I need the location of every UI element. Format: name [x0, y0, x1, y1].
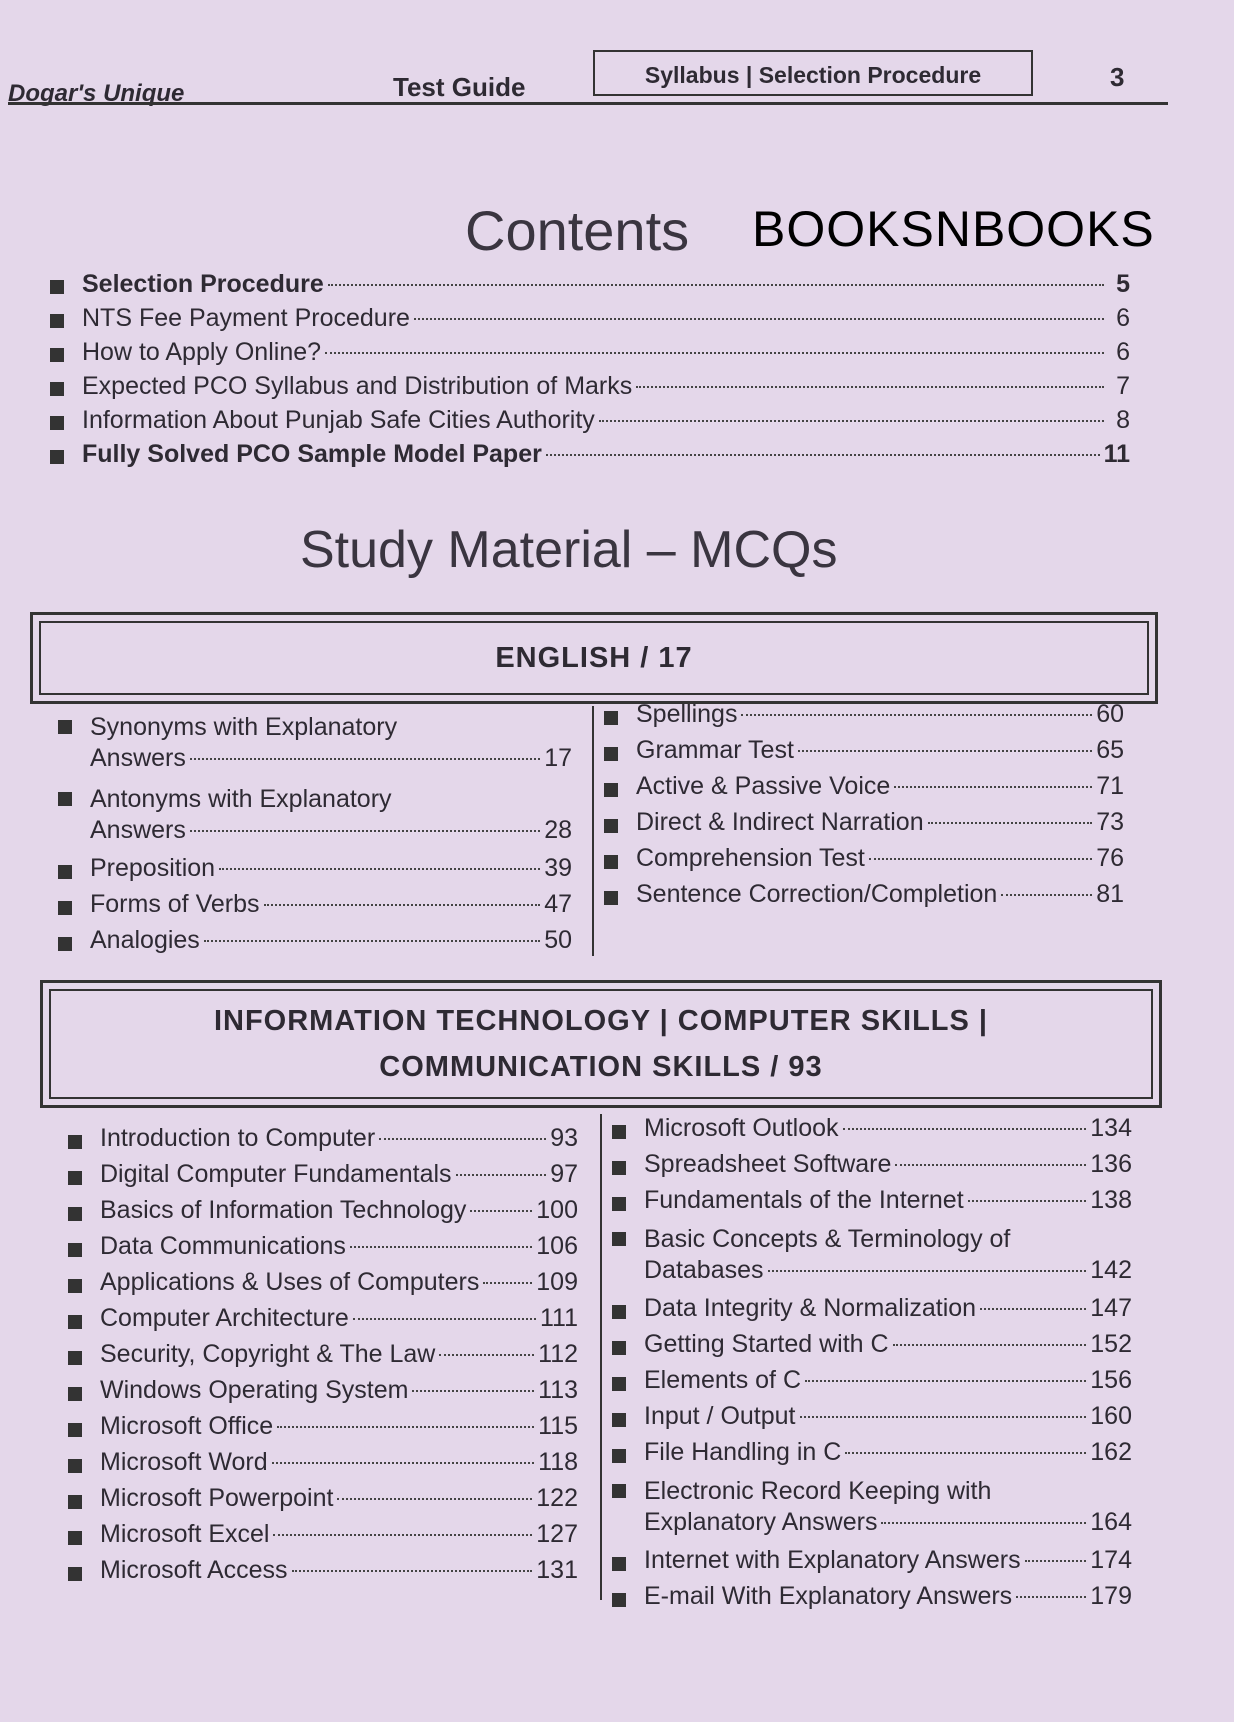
dot-leader — [292, 1570, 533, 1572]
it-item — [68, 1232, 578, 1268]
it-item — [612, 1402, 1132, 1438]
it-item-title: Microsoft Outlook — [644, 1114, 839, 1142]
bullet-square-icon — [68, 1243, 82, 1257]
it-item-title: Spreadsheet Software — [644, 1150, 892, 1178]
it-item-title: Electronic Record Keeping with — [644, 1476, 992, 1505]
english-item — [604, 808, 1124, 844]
dot-leader — [636, 386, 1104, 388]
dot-leader — [1001, 894, 1092, 896]
it-heading-line2: COMMUNICATION SKILLS / 93 — [379, 1051, 823, 1083]
bullet-square-icon — [68, 1279, 82, 1293]
contents-item-title: How to Apply Online? — [82, 338, 322, 366]
english-column-divider — [592, 706, 594, 956]
dot-leader — [980, 1308, 1086, 1310]
it-item-title: Applications & Uses of Computers — [100, 1268, 480, 1296]
dot-leader — [1016, 1596, 1086, 1598]
contents-item-page: 8 — [1116, 406, 1130, 434]
it-item-page: 138 — [1090, 1186, 1132, 1214]
dot-leader — [350, 1246, 532, 1248]
english-item-page: 76 — [1096, 844, 1124, 872]
it-item-page: 162 — [1090, 1438, 1132, 1466]
dot-leader — [379, 1138, 546, 1140]
it-item-page: 164 — [1090, 1508, 1132, 1536]
bullet-square-icon — [612, 1125, 626, 1139]
it-item — [68, 1160, 578, 1196]
bullet-square-icon — [612, 1197, 626, 1211]
dot-leader — [470, 1210, 532, 1212]
it-item-page: 131 — [536, 1556, 578, 1584]
bullet-square-icon — [68, 1387, 82, 1401]
dot-leader — [928, 822, 1093, 824]
dot-leader — [337, 1498, 532, 1500]
dot-leader — [800, 1416, 1087, 1418]
study-material-title: Study Material – MCQs — [300, 521, 838, 579]
bullet-square-icon — [612, 1305, 626, 1319]
contents-item-title: Information About Punjab Safe Cities Authority — [82, 406, 595, 434]
bullet-square-icon — [68, 1171, 82, 1185]
it-item — [612, 1546, 1132, 1582]
bullet-square-icon — [612, 1341, 626, 1355]
contents-item — [50, 406, 1130, 440]
dot-leader — [881, 1522, 1086, 1524]
header-brand: Dogar's Unique — [8, 80, 185, 107]
bullet-square-icon — [68, 1351, 82, 1365]
it-item — [612, 1294, 1132, 1330]
bullet-square-icon — [68, 1135, 82, 1149]
it-item-page: 152 — [1090, 1330, 1132, 1358]
dot-leader — [353, 1318, 536, 1320]
it-item-page: 134 — [1090, 1114, 1132, 1142]
bullet-square-icon — [58, 720, 72, 734]
english-item-page: 81 — [1096, 880, 1124, 908]
bullet-square-icon — [604, 819, 618, 833]
it-item-title: E-mail With Explanatory Answers — [644, 1582, 1013, 1610]
it-item-title-cont: Databases — [644, 1256, 764, 1284]
english-item-page: 60 — [1096, 700, 1124, 728]
it-item-line2 — [612, 1508, 1132, 1542]
it-item — [68, 1268, 578, 1304]
it-item-title: Windows Operating System — [100, 1376, 409, 1404]
it-item-page: 106 — [536, 1232, 578, 1260]
dot-leader — [1025, 1560, 1087, 1562]
bullet-square-icon — [68, 1459, 82, 1473]
dot-leader — [805, 1380, 1086, 1382]
english-item — [58, 890, 572, 926]
dot-leader — [546, 454, 1100, 456]
bullet-square-icon — [604, 711, 618, 725]
dot-leader — [798, 750, 1092, 752]
dot-leader — [483, 1282, 532, 1284]
it-item — [68, 1556, 578, 1592]
header-page-number: 3 — [1110, 62, 1125, 92]
english-item-page: 47 — [544, 890, 572, 918]
english-item — [604, 772, 1124, 808]
it-section-box — [40, 980, 1162, 1108]
english-item — [604, 844, 1124, 880]
it-left-column — [68, 1124, 578, 1592]
it-item-page: 127 — [536, 1520, 578, 1548]
it-item-page: 115 — [538, 1412, 578, 1440]
bullet-square-icon — [50, 416, 64, 430]
it-item-page: 160 — [1090, 1402, 1132, 1430]
english-item-page: 28 — [544, 816, 572, 844]
dot-leader — [277, 1426, 534, 1428]
english-item-page: 17 — [544, 744, 572, 772]
english-item-title: Forms of Verbs — [90, 890, 260, 918]
bullet-square-icon — [50, 280, 64, 294]
bullet-square-icon — [58, 937, 72, 951]
it-item-page: 100 — [536, 1196, 578, 1224]
bullet-square-icon — [604, 783, 618, 797]
dot-leader — [894, 786, 1092, 788]
bullet-square-icon — [604, 855, 618, 869]
english-section-inner — [39, 621, 1149, 695]
bullet-square-icon — [612, 1232, 626, 1246]
english-item-title: Antonyms with Explanatory — [90, 784, 392, 813]
contents-item-title: NTS Fee Payment Procedure — [82, 304, 410, 332]
english-item-page: 65 — [1096, 736, 1124, 764]
contents-item — [50, 372, 1130, 406]
it-item — [612, 1222, 1132, 1290]
dot-leader — [768, 1270, 1087, 1272]
it-item-title: Internet with Explanatory Answers — [644, 1546, 1021, 1574]
bullet-square-icon — [68, 1531, 82, 1545]
it-item-page: 111 — [539, 1304, 578, 1332]
contents-item-page: 7 — [1116, 372, 1130, 400]
english-item — [58, 926, 572, 962]
it-item — [68, 1484, 578, 1520]
it-item-page: 179 — [1090, 1582, 1132, 1610]
dot-leader — [273, 1534, 532, 1536]
it-item — [68, 1376, 578, 1412]
bullet-square-icon — [68, 1207, 82, 1221]
it-item-page: 113 — [538, 1376, 578, 1404]
contents-item-title: Fully Solved PCO Sample Model Paper — [82, 440, 542, 468]
page-header — [8, 50, 1168, 106]
bullet-square-icon — [58, 901, 72, 915]
it-item-page: 136 — [1090, 1150, 1132, 1178]
contents-item — [50, 338, 1130, 372]
it-item-title: Input / Output — [644, 1402, 796, 1430]
english-item — [604, 880, 1124, 916]
english-item-title: Comprehension Test — [636, 844, 865, 872]
it-item — [68, 1520, 578, 1556]
contents-item-title: Selection Procedure — [82, 270, 324, 298]
header-rule — [8, 102, 1168, 105]
english-item-title: Grammar Test — [636, 736, 794, 764]
english-item-title: Spellings — [636, 700, 738, 728]
it-item-title: Basic Concepts & Terminology of — [644, 1224, 1011, 1253]
bullet-square-icon — [50, 382, 64, 396]
english-item — [58, 782, 572, 850]
contents-item — [50, 270, 1130, 304]
it-item-title-cont: Explanatory Answers — [644, 1508, 878, 1536]
bullet-square-icon — [604, 891, 618, 905]
contents-item-page: 6 — [1116, 338, 1130, 366]
dot-leader — [895, 1164, 1086, 1166]
english-item-title: Sentence Correction/Completion — [636, 880, 998, 908]
it-item-page: 174 — [1090, 1546, 1132, 1574]
it-item-title: File Handling in C — [644, 1438, 842, 1466]
bullet-square-icon — [612, 1449, 626, 1463]
english-item-page: 73 — [1096, 808, 1124, 836]
dot-leader — [412, 1390, 534, 1392]
it-item-title: Getting Started with C — [644, 1330, 889, 1358]
dot-leader — [439, 1354, 534, 1356]
english-item-line1 — [58, 710, 572, 744]
watermark-text: BOOKSNBOOKS — [752, 201, 1155, 257]
english-item-page: 71 — [1096, 772, 1124, 800]
it-column-divider — [600, 1114, 602, 1600]
it-item — [68, 1196, 578, 1232]
contents-list — [50, 270, 1130, 474]
it-item-title: Microsoft Office — [100, 1412, 274, 1440]
it-item-page: 112 — [538, 1340, 578, 1368]
contents-title: Contents — [465, 199, 690, 262]
it-item-title: Security, Copyright & The Law — [100, 1340, 436, 1368]
bullet-square-icon — [50, 450, 64, 464]
dot-leader — [204, 940, 540, 942]
english-item-title: Analogies — [90, 926, 200, 954]
it-item — [612, 1474, 1132, 1542]
contents-item-page: 11 — [1103, 440, 1130, 468]
contents-item-page: 5 — [1116, 270, 1130, 298]
it-item — [68, 1340, 578, 1376]
it-item — [612, 1150, 1132, 1186]
bullet-square-icon — [68, 1495, 82, 1509]
english-heading: ENGLISH / 17 — [495, 642, 693, 674]
english-left-column — [58, 710, 572, 962]
it-item-title: Microsoft Access — [100, 1556, 288, 1584]
it-item-title: Microsoft Powerpoint — [100, 1484, 334, 1512]
dot-leader — [325, 352, 1104, 354]
bullet-square-icon — [58, 792, 72, 806]
contents-item-page: 6 — [1116, 304, 1130, 332]
dot-leader — [414, 318, 1104, 320]
it-item-line2 — [612, 1256, 1132, 1290]
it-item-title: Introduction to Computer — [100, 1124, 376, 1152]
it-item-page: 156 — [1090, 1366, 1132, 1394]
dot-leader — [843, 1128, 1087, 1130]
it-item — [68, 1304, 578, 1340]
it-item-title: Elements of C — [644, 1366, 802, 1394]
bullet-square-icon — [68, 1423, 82, 1437]
english-item-page: 39 — [544, 854, 572, 882]
dot-leader — [456, 1174, 547, 1176]
english-item-line1 — [58, 782, 572, 816]
it-item-page: 109 — [536, 1268, 578, 1296]
it-item — [68, 1412, 578, 1448]
it-item-title: Data Integrity & Normalization — [644, 1294, 977, 1322]
bullet-square-icon — [612, 1557, 626, 1571]
it-item — [68, 1448, 578, 1484]
it-right-column — [612, 1114, 1132, 1618]
it-item-page: 97 — [550, 1160, 578, 1188]
it-heading-line1: INFORMATION TECHNOLOGY | COMPUTER SKILLS | — [213, 1005, 989, 1037]
it-item-line1 — [612, 1474, 1132, 1508]
it-item-page: 142 — [1090, 1256, 1132, 1284]
contents-item — [50, 304, 1130, 338]
it-item — [612, 1330, 1132, 1366]
it-item — [612, 1186, 1132, 1222]
it-item-page: 147 — [1090, 1294, 1132, 1322]
bullet-square-icon — [604, 747, 618, 761]
contents-item-title: Expected PCO Syllabus and Distribution of Marks — [82, 372, 633, 400]
bullet-square-icon — [612, 1484, 626, 1498]
bullet-square-icon — [612, 1161, 626, 1175]
dot-leader — [328, 284, 1104, 286]
it-item-page: 122 — [536, 1484, 578, 1512]
it-item-title: Microsoft Word — [100, 1448, 268, 1476]
bullet-square-icon — [50, 348, 64, 362]
english-item — [604, 700, 1124, 736]
english-item-title: Active & Passive Voice — [636, 772, 891, 800]
english-item-title-cont: Answers — [90, 744, 186, 772]
english-item-title: Synonyms with Explanatory — [90, 712, 398, 741]
english-section-box — [30, 612, 1158, 704]
it-item-title: Microsoft Excel — [100, 1520, 270, 1548]
bullet-square-icon — [612, 1593, 626, 1607]
english-item-page: 50 — [544, 926, 572, 954]
bullet-square-icon — [50, 314, 64, 328]
it-item-title: Data Communications — [100, 1232, 346, 1260]
it-item-title: Basics of Information Technology — [100, 1196, 467, 1224]
it-item — [68, 1124, 578, 1160]
dot-leader — [190, 758, 540, 760]
bullet-square-icon — [612, 1377, 626, 1391]
dot-leader — [968, 1200, 1087, 1202]
it-item-title: Fundamentals of the Internet — [644, 1186, 964, 1214]
header-section-box: Syllabus | Selection Procedure — [593, 50, 1033, 96]
bullet-square-icon — [68, 1567, 82, 1581]
english-right-column — [604, 700, 1124, 916]
it-item-line1 — [612, 1222, 1132, 1256]
it-item-page: 118 — [538, 1448, 578, 1476]
dot-leader — [845, 1452, 1086, 1454]
dot-leader — [272, 1462, 535, 1464]
english-item-line2 — [58, 816, 572, 850]
it-item — [612, 1366, 1132, 1402]
english-item-title: Direct & Indirect Narration — [636, 808, 924, 836]
header-guide-title: Test Guide — [393, 72, 526, 102]
english-item — [604, 736, 1124, 772]
dot-leader — [264, 904, 541, 906]
it-item — [612, 1438, 1132, 1474]
it-section-inner — [49, 989, 1153, 1099]
english-item — [58, 854, 572, 890]
dot-leader — [869, 858, 1092, 860]
dot-leader — [190, 830, 540, 832]
contents-item — [50, 440, 1130, 474]
dot-leader — [219, 868, 540, 870]
bullet-square-icon — [58, 865, 72, 879]
it-item-title: Computer Architecture — [100, 1304, 349, 1332]
english-item-title-cont: Answers — [90, 816, 186, 844]
english-item — [58, 710, 572, 778]
it-item-title: Digital Computer Fundamentals — [100, 1160, 452, 1188]
it-item — [612, 1114, 1132, 1150]
dot-leader — [599, 420, 1104, 422]
english-item-line2 — [58, 744, 572, 778]
dot-leader — [893, 1344, 1087, 1346]
it-item — [612, 1582, 1132, 1618]
it-item-page: 93 — [550, 1124, 578, 1152]
bullet-square-icon — [68, 1315, 82, 1329]
bullet-square-icon — [612, 1413, 626, 1427]
english-item-title: Preposition — [90, 854, 216, 882]
dot-leader — [741, 714, 1092, 716]
